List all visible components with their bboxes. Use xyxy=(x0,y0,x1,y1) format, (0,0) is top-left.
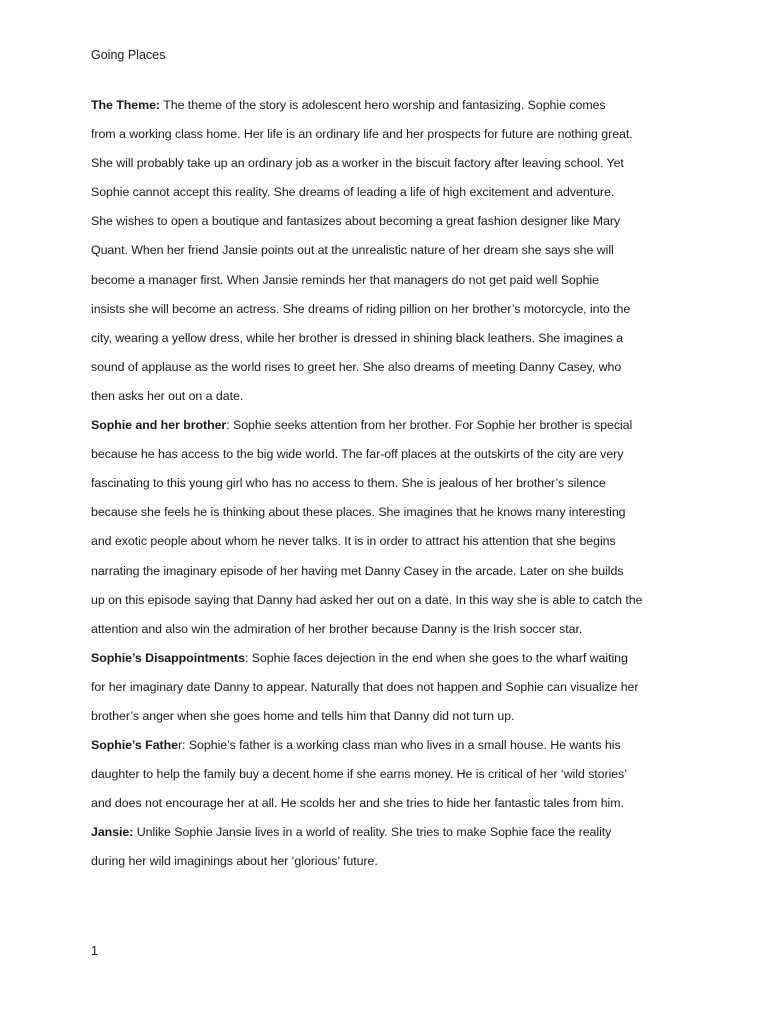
text-line: She wishes to open a boutique and fantasizes about becoming a great fashion designer like Mary xyxy=(91,214,621,229)
text-line: become a manager first. When Jansie reminds her that managers do not get paid well Sophie xyxy=(91,272,599,287)
text-line xyxy=(91,818,659,847)
text-line: because she feels he is thinking about these places. She imagines that he knows many interesting xyxy=(91,505,626,520)
page-number: 1 xyxy=(91,944,98,958)
running-header: Going Places xyxy=(91,48,166,62)
paragraph-sophies-disappointments xyxy=(91,644,659,731)
section-heading: Sophie’s Disappointments xyxy=(91,650,245,665)
text-line xyxy=(91,411,659,440)
section-heading: The Theme: xyxy=(91,98,161,112)
paragraph-jansie xyxy=(91,818,659,876)
text-line: because he has access to the big wide world. The far-off places at the outskirts of the city are very xyxy=(91,447,624,462)
text-run: The theme of the story is adolescent hero worship and fantasizing. Sophie comes xyxy=(160,98,606,112)
text-run: r: Sophie’s father is a working class man who lives in a small house. He wants his xyxy=(177,738,621,753)
paragraph-the-theme xyxy=(91,91,659,411)
text-line: for her imaginary date Danny to appear. Naturally that does not happen and Sophie can visualize her xyxy=(91,679,639,694)
text-line: and does not encourage her at all. He scolds her and she tries to hide her fantastic tales from him. xyxy=(91,796,624,811)
text-line: and exotic people about whom he never talks. It is in order to attract his attention that she begins xyxy=(91,534,616,549)
text-line: attention and also win the admiration of her brother because Danny is the Irish soccer star. xyxy=(91,621,583,636)
text-line: brother’s anger when she goes home and tells him that Danny did not turn up. xyxy=(91,708,515,723)
text-run: : Sophie seeks attention from her brother. For Sophie her brother is special xyxy=(226,418,633,433)
text-line: Sophie cannot accept this reality. She dreams of leading a life of high excitement and adventure. xyxy=(91,185,615,200)
text-line: up on this episode saying that Danny had asked her out on a date. In this way she is able to catch the xyxy=(91,592,643,607)
document-body xyxy=(91,91,659,877)
text-line: during her wild imaginings about her ‘glorious’ future. xyxy=(91,854,378,869)
section-heading: Sophie and her brother xyxy=(91,418,227,433)
text-line xyxy=(91,644,659,673)
text-line: She will probably take up an ordinary job as a worker in the biscuit factory after leaving school. Yet xyxy=(91,156,624,171)
text-line: fascinating to this young girl who has no access to them. She is jealous of her brother’s silence xyxy=(91,476,606,491)
text-line: insists she will become an actress. She dreams of riding pillion on her brother’s motorcycle, into the xyxy=(91,301,631,316)
section-heading: Jansie: xyxy=(91,825,134,840)
text-line: sound of applause as the world rises to greet her. She also dreams of meeting Danny Casey, who xyxy=(91,359,622,374)
text-line xyxy=(91,731,659,760)
section-heading: Sophie’s Fathe xyxy=(91,738,178,753)
text-line xyxy=(91,91,659,120)
paragraph-sophie-and-her-brother xyxy=(91,411,659,644)
text-line: from a working class home. Her life is an ordinary life and her prospects for future are nothing great. xyxy=(91,127,633,142)
text-line: then asks her out on a date. xyxy=(91,388,244,403)
paragraph-sophies-father xyxy=(91,731,659,818)
text-run: : Sophie faces dejection in the end when she goes to the wharf waiting xyxy=(244,650,628,665)
text-run: Unlike Sophie Jansie lives in a world of reality. She tries to make Sophie face the reality xyxy=(133,825,612,840)
text-line: narrating the imaginary episode of her having met Danny Casey in the arcade. Later on she builds xyxy=(91,563,624,578)
text-line: city, wearing a yellow dress, while her brother is dressed in shining black leathers. She imagines a xyxy=(91,330,623,345)
text-line: Quant. When her friend Jansie points out at the unrealistic nature of her dream she says she will xyxy=(91,243,614,258)
text-line: daughter to help the family buy a decent home if she earns money. He is critical of her ‘wild stories’ xyxy=(91,767,627,782)
